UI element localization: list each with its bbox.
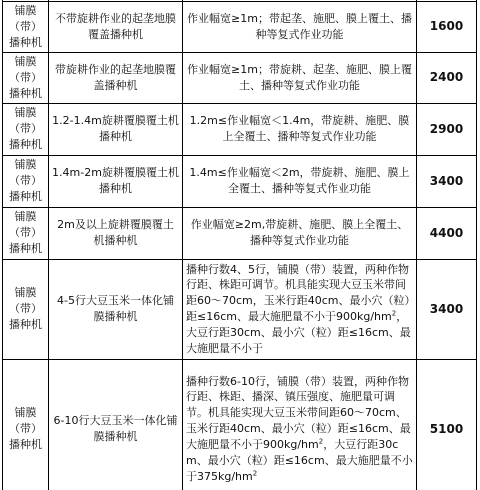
category-cell: 铺膜（带）播种机 xyxy=(3,359,49,490)
price-cell: 2900 xyxy=(417,103,477,155)
features-cell: 1.2m≤作业幅宽＜1.4m，带旋耕、施肥、膜上全覆土、播种等复式作业功能 xyxy=(183,103,417,155)
table-row xyxy=(3,207,477,259)
features-cell: 作业幅宽≥1m；带起垄、施肥、膜上覆土、播种等复式作业功能 xyxy=(183,2,417,53)
superscript: 2 xyxy=(252,469,258,478)
table-row xyxy=(3,2,477,53)
item-name-cell: 不带旋耕作业的起垄地膜覆盖播种机 xyxy=(49,2,183,53)
item-name-cell: 1.4m-2m旋耕覆膜覆土机播种机 xyxy=(49,155,183,207)
price-cell: 3400 xyxy=(417,155,477,207)
category-cell: 铺膜（带）播种机 xyxy=(3,207,49,259)
features-text: 播种行数4、5行，铺膜（带）装置，两种作物行距、株距可调节。机具能实现大豆玉米带间距60～70cm，玉米行距40cm、最小穴（粒）距≤16cm、最大施肥量不小于900kg/hm xyxy=(186,262,411,324)
price-cell: 5100 xyxy=(417,359,477,490)
superscript: 2 xyxy=(391,309,397,318)
item-name-cell: 6-10行大豆玉米一体化铺膜播种机 xyxy=(49,359,183,490)
superscript: 2 xyxy=(318,437,324,446)
features-text: 播种行数6-10行，铺膜（带）装置，两种作物行距、株距、播深、镇压强度、施肥量可调节。机具能实现大豆玉米带间距60～70cm、玉米行距40cm、最小穴（粒）距≤16cm、最大施肥量不小于900kg/hm xyxy=(186,374,411,452)
item-name-cell: 1.2-1.4m旋耕覆膜覆土机播种机 xyxy=(49,103,183,155)
price-cell: 3400 xyxy=(417,259,477,359)
price-cell: 1600 xyxy=(417,2,477,53)
category-cell: 铺膜（带）播种机 xyxy=(3,2,49,53)
price-cell: 2400 xyxy=(417,52,477,103)
table-row xyxy=(3,103,477,155)
features-cell xyxy=(183,259,417,359)
table-row xyxy=(3,155,477,207)
features-cell: 作业幅宽≥2m,带旋耕、施肥、膜上全覆土、播种等复式作业功能 xyxy=(183,207,417,259)
table-row xyxy=(3,359,477,490)
category-cell: 铺膜（带）播种机 xyxy=(3,155,49,207)
features-cell xyxy=(183,359,417,490)
features-text: ，大豆行距30cm、最小穴（粒）距≤16cm、最大施肥量不小于 xyxy=(186,310,411,356)
price-cell: 4400 xyxy=(417,207,477,259)
category-cell: 铺膜（带）播种机 xyxy=(3,259,49,359)
features-text: ，大豆行距30cm、最小穴（粒）距≤16cm、最大施肥量不小于375kg/hm xyxy=(186,438,413,484)
table-row xyxy=(3,52,477,103)
category-cell: 铺膜（带）播种机 xyxy=(3,52,49,103)
item-name-cell: 带旋耕作业的起垄地膜覆盖播种机 xyxy=(49,52,183,103)
item-name-cell: 2m及以上旋耕覆膜覆土机播种机 xyxy=(49,207,183,259)
item-name-cell: 4-5行大豆玉米一体化铺膜播种机 xyxy=(49,259,183,359)
features-cell: 作业幅宽≥1m；带旋耕、起垄、施肥、膜上覆土、播种等复式作业功能 xyxy=(183,52,417,103)
category-cell: 铺膜（带）播种机 xyxy=(3,103,49,155)
subsidy-price-table xyxy=(2,0,477,490)
features-cell: 1.4m≤作业幅宽＜2m，带旋耕、施肥、膜上全覆土、播种等复式作业功能 xyxy=(183,155,417,207)
table-row xyxy=(3,259,477,359)
